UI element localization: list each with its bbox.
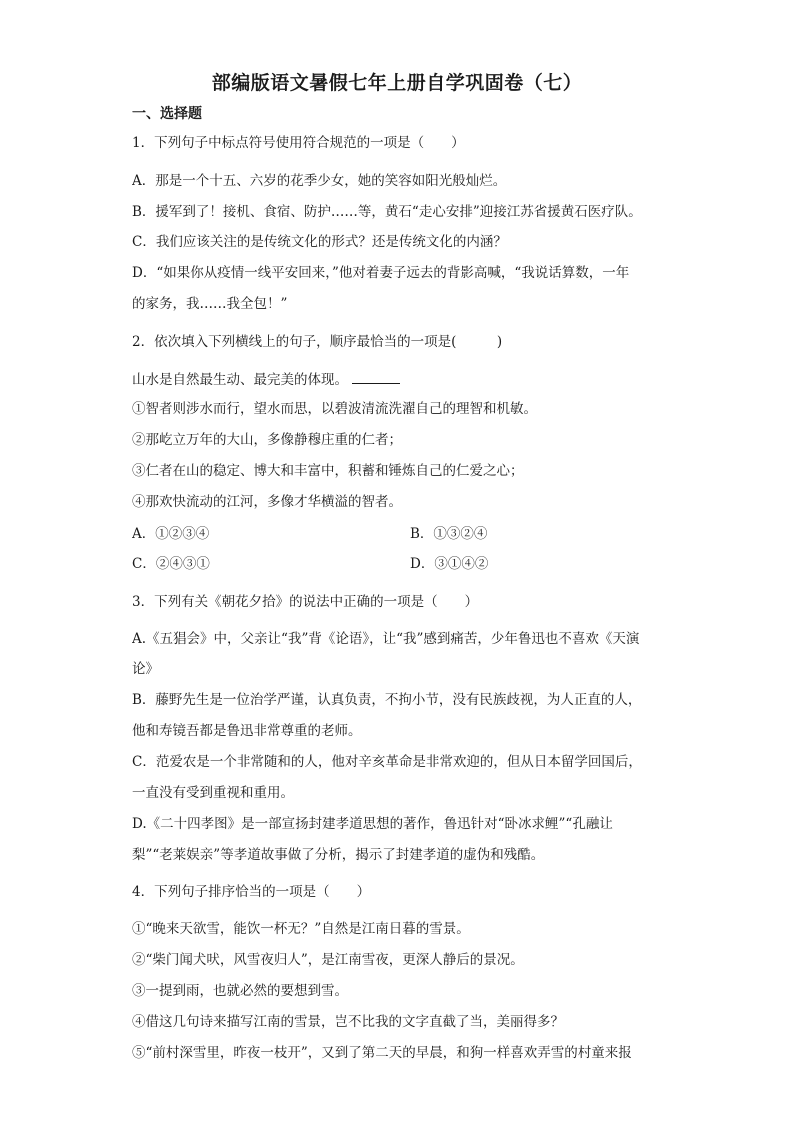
question-4-sentence-5: ⑤“前村深雪里，昨夜一枝开”，又到了第二天的早晨，和狗一样喜欢弄雪的村童来报 [132, 1045, 632, 1061]
question-3-stem: 3．下列有关《朝花夕拾》的说法中正确的一项是（ ） [132, 594, 479, 610]
question-2-lead-text: 山水是自然最生动、最完美的体现。 [132, 372, 348, 388]
question-2-option-a: A．①②③④ [132, 526, 210, 542]
question-4-sentence-3: ③一提到雨，也就必然的要想到雪。 [132, 983, 348, 999]
question-3-option-c-line-1: C．范爱农是一个非常随和的人，他对辛亥革命是非常欢迎的，但从日本留学回国后， [132, 754, 642, 770]
question-2-option-b: B．①③②④ [410, 526, 488, 542]
question-1-option-a: A．那是一个十五、六岁的花季少女，她的笑容如阳光般灿烂。 [132, 173, 507, 189]
question-2-option-c: C．②④③① [132, 556, 210, 572]
question-3-option-a-line-1: A.《五猖会》中，父亲让“我”背《论语》，让“我”感到痛苦，少年鲁迅也不喜欢《天演 [132, 631, 640, 647]
question-3-option-d-line-1: D.《二十四孝图》是一部宣扬封建孝道思想的著作，鲁迅针对“卧冰求鲤”“孔融让 [132, 816, 613, 832]
question-2-sentence-4: ④那欢快流动的江河，多像才华横溢的智者。 [132, 494, 402, 510]
section-heading: 一、选择题 [132, 106, 202, 122]
question-4-sentence-4: ④借这几句诗来描写江南的雪景，岂不比我的文字直截了当，美丽得多？ [132, 1014, 564, 1030]
question-1-option-d-line-2: 的家务，我……我全包！” [132, 296, 288, 312]
question-1-stem: 1．下列句子中标点符号使用符合规范的一项是（ ） [132, 135, 465, 151]
question-3-option-a-line-2: 论》 [132, 661, 159, 677]
question-2-sentence-2: ②那屹立万年的大山，多像静穆庄重的仁者； [132, 432, 402, 448]
question-3-option-b-line-1: B．藤野先生是一位治学严谨，认真负责，不拘小节，没有民族歧视，为人正直的人， [132, 692, 642, 708]
question-2-stem: 2．依次填入下列横线上的句子，顺序最恰当的一项是( ) [132, 334, 503, 350]
question-2-option-d: D．③①④② [410, 556, 489, 572]
fill-blank [352, 369, 400, 384]
question-2-sentence-1: ①智者则涉水而行，望水而思，以碧波清流洗濯自己的理智和机敏。 [132, 401, 537, 417]
question-3-option-d-line-2: 梨”“老莱娱亲”等孝道故事做了分析，揭示了封建孝道的虚伪和残酷。 [132, 847, 545, 863]
question-2-lead [132, 369, 662, 390]
question-3-option-b-line-2: 他和寿镜吾都是鲁迅非常尊重的老师。 [132, 723, 362, 739]
question-2-sentence-3: ③仁者在山的稳定、博大和丰富中，积蓄和锤炼自己的仁爱之心； [132, 463, 524, 479]
question-4-stem: 4．下列句子排序恰当的一项是（ ） [132, 884, 371, 900]
question-1-option-b: B．援军到了！接机、食宿、防护……等，黄石“走心安排”迎接江苏省援黄石医疗队。 [132, 204, 642, 220]
question-4-sentence-2: ②“柴门闻犬吠，风雪夜归人”，是江南雪夜，更深人静后的景况。 [132, 952, 524, 968]
question-1-option-c: C．我们应该关注的是传统文化的形式？还是传统文化的内涵？ [132, 234, 507, 250]
question-4-sentence-1: ①“晚来天欲雪，能饮一杯无？”自然是江南日暮的雪景。 [132, 921, 470, 937]
question-3-option-c-line-2: 一直没有受到重视和重用。 [132, 785, 294, 801]
page-title: 部编版语文暑假七年上册自学巩固卷（七） [211, 72, 583, 94]
question-1-option-d-line-1: D．“如果你从疫情一线平安回来，”他对着妻子远去的背影高喊，“我说话算数，一年 [132, 265, 630, 281]
